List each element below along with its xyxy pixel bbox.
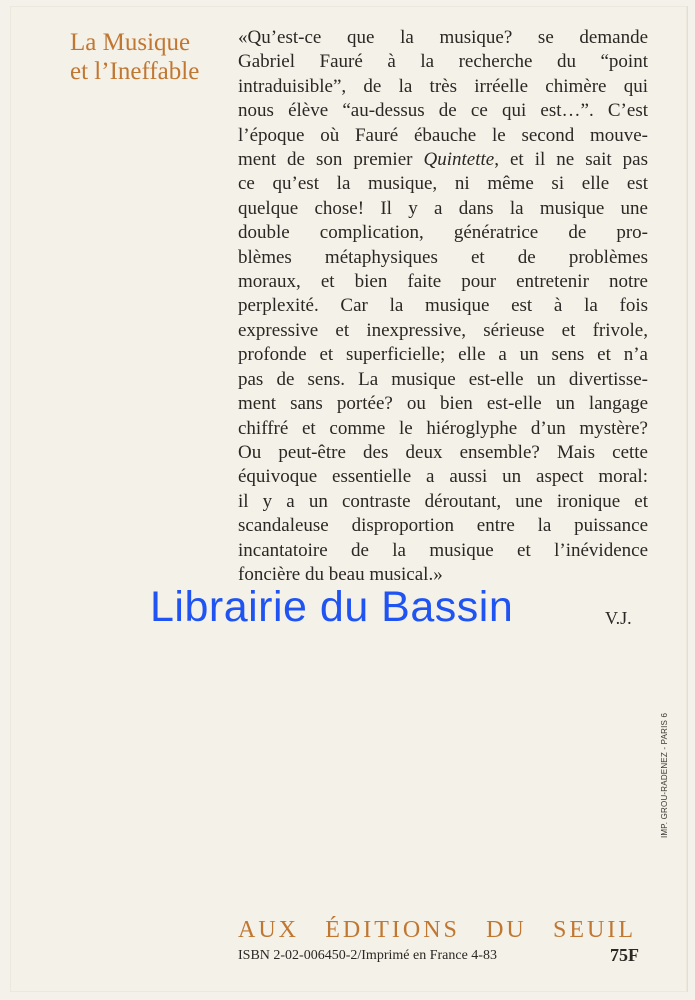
quote-line: expressive et inexpressive, sérieuse et frivole,	[238, 319, 648, 341]
quote-line: «Qu’est-ce que la musique? se demande	[238, 27, 648, 48]
quote-line: quelque chose! Il y a dans la musique une	[238, 197, 648, 219]
quote-line: chiffré et comme le hiéroglyphe d’un mystère?	[238, 417, 648, 439]
quote-line: il y a un contraste déroutant, une ironique et	[238, 490, 648, 512]
price-label: 75F	[610, 945, 639, 965]
quote-line: Ou peut-être des deux ensemble? Mais cette	[238, 441, 648, 463]
title-line: La Musique	[70, 29, 191, 56]
signature-initials: V.J.	[605, 608, 632, 628]
bookseller-watermark: Librairie du Bassin	[150, 583, 514, 631]
quote-line: nous élève “au-dessus de ce qui est…”. C’est	[238, 100, 648, 122]
title-line: et l’Ineffable	[70, 58, 200, 85]
quote-line: perplexité. Car la musique est à la fois	[238, 295, 648, 317]
quote-line: pas de sens. La musique est-elle un divertisse-	[238, 368, 648, 390]
book-title	[70, 28, 240, 86]
publisher-word: SEUIL	[552, 917, 636, 943]
quote-line: équivoque essentielle a aussi un aspect moral:	[238, 466, 648, 488]
quote-line: Gabriel Fauré à la recherche du “point	[238, 51, 648, 73]
quote-line: profonde et superficielle; elle a un sens et n’a	[238, 344, 648, 366]
publisher-name	[238, 917, 636, 944]
quote-line: ment sans portée? ou bien est-elle un langage	[238, 393, 648, 415]
publisher-word: AUX	[238, 917, 299, 943]
quote-text: , et il ne sait pas	[494, 149, 648, 171]
publisher-word: DU	[486, 917, 527, 943]
blurb-quote	[238, 26, 648, 587]
quote-line: l’époque où Fauré ébauche le second mouve-	[238, 124, 648, 146]
quote-line-with-italic	[238, 148, 648, 172]
quote-line: scandaleuse disproportion entre la puissance	[238, 515, 648, 537]
quote-line: intraduisible”, de la très irréelle chimère qui	[238, 75, 648, 97]
quote-line: double complication, génératrice de pro-	[238, 222, 648, 244]
quote-line: blèmes métaphysiques et de problèmes	[238, 246, 648, 268]
quote-line: incantatoire de la musique et l’inévidence	[238, 539, 648, 561]
isbn-line: ISBN 2-02-006450-2/Imprimé en France 4-83	[238, 948, 497, 963]
quote-text: ment de son premier	[238, 149, 424, 171]
quote-line: ce qu’est la musique, ni même si elle est	[238, 173, 648, 195]
quote-italic-title: Quintette	[423, 149, 495, 171]
quote-line: foncière du beau musical.»	[238, 563, 443, 585]
printer-mark: IMP. GROU-RADENEZ - PARIS 6	[660, 712, 669, 838]
quote-line: moraux, et bien faite pour entretenir notre	[238, 271, 648, 293]
publisher-word: ÉDITIONS	[325, 917, 460, 943]
